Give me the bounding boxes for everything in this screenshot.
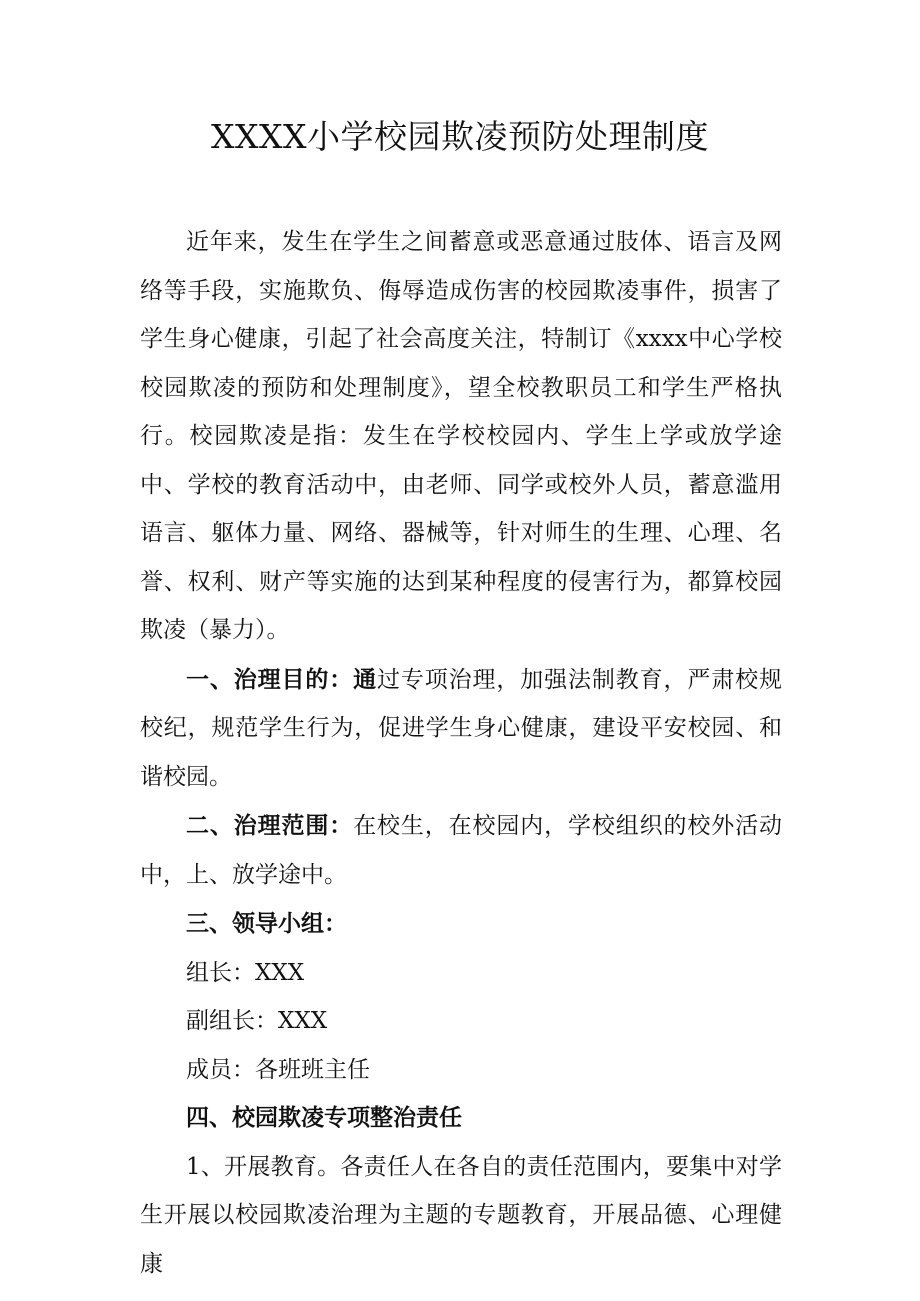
- section-purpose: [140, 656, 782, 802]
- section-leadership: [140, 900, 782, 949]
- section-purpose-heading: 一、治理目的：通: [186, 665, 377, 693]
- section-scope: [140, 802, 782, 899]
- section-scope-text: 在校生，在校园内，学校组织的校外活动中，上、放学途中。: [140, 813, 782, 888]
- section-responsibility-heading: 四、校园欺凌专项整治责任: [186, 1104, 462, 1131]
- section-responsibility: [140, 1094, 782, 1143]
- section-leadership-heading: 三、领导小组：: [186, 910, 347, 937]
- intro-paragraph: 近年来，发生在学生之间蓄意或恶意通过肢体、语言及网络等手段，实施欺负、侮辱造成伤害的校园欺凌事件，损害了学生身心健康，引起了社会高度关注，特制订《xxxx中心学校校园欺凌的预防和处理制度》，望全校教职员工和学生严格执行。校园欺凌是指：发生在学校校园内、学生上学或放学途中、学校的教育活动中，由老师、同学或校外人员，蓄意滥用语言、躯体力量、网络、器械等，针对师生的生理、心理、名誉、权利、财产等实施的达到某种程度的侵害行为，都算校园欺凌（暴力）。: [140, 229, 782, 643]
- deputy-line: 副组长：XXX: [186, 1008, 328, 1034]
- members-line: 成员：各班班主任: [186, 1056, 370, 1083]
- document-title: XXXX小学校园欺凌预防处理制度: [211, 117, 709, 156]
- leader-line: 组长：XXX: [186, 959, 305, 986]
- responsibility-item-1: 1、开展教育。各责任人在各自的责任范围内，要集中对学生开展以校园欺凌治理为主题的专题教育，开展品德、心理健康: [140, 1153, 782, 1277]
- document-body: [140, 218, 782, 1288]
- section-purpose-text: 过专项治理，加强法制教育，严肃校规校纪，规范学生行为，促进学生身心健康，建设平安校园、和谐校园。: [140, 666, 782, 790]
- section-scope-heading: 二、治理范围：: [186, 812, 354, 839]
